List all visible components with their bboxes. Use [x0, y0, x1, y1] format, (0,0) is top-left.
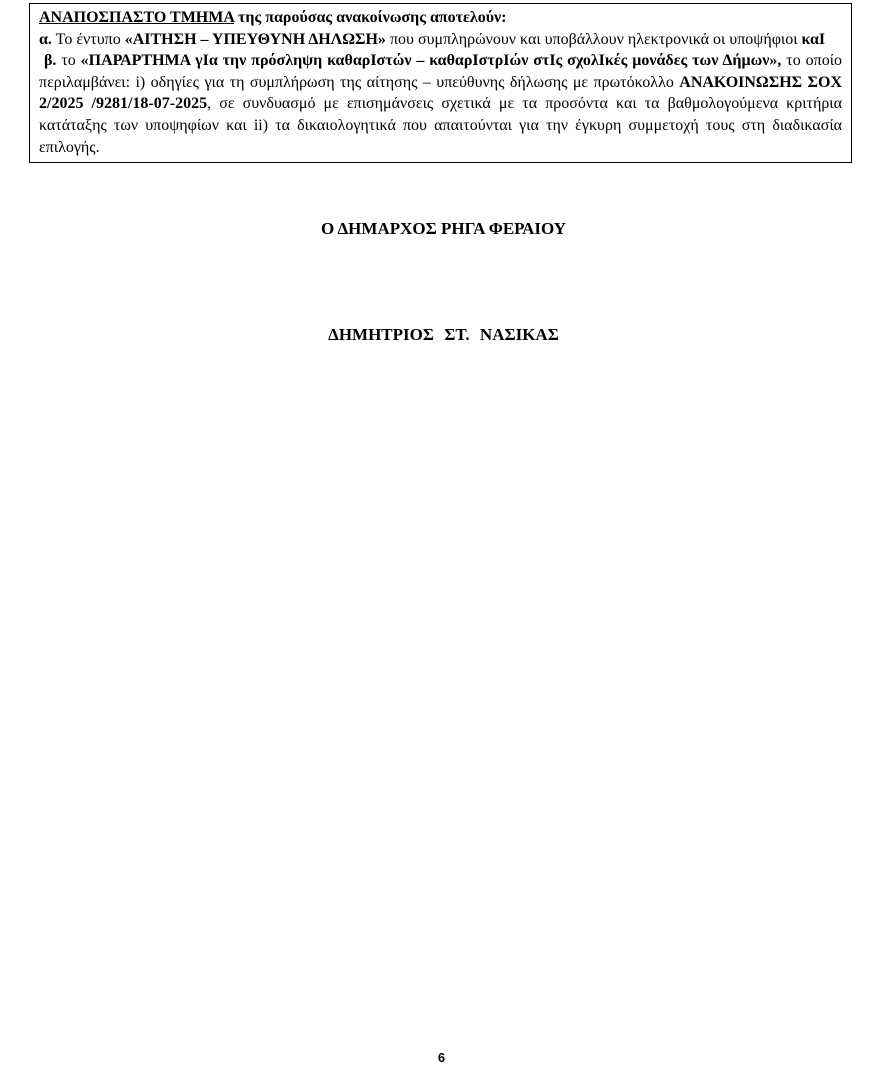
item-a-form-name: «ΑΙΤΗΣΗ – ΥΠΕΥΘΥΝΗ ΔΗΛΩΣΗ»: [124, 30, 386, 48]
item-b-text-2: το οποίο περιλαμβάνει: i) οδηγίες για τη συμπλήρωση της αίτησης – υπεύθυνης δήλωσης με πρωτόκολλο: [39, 52, 842, 91]
item-a-text-2: που συμπληρώνουν και υποβάλλουν ηλεκτρονικά οι υποψήφιοι: [385, 30, 802, 48]
item-a-marker: α.: [39, 30, 52, 48]
attachments-heading-rest: της παρούσας ανακοίνωσης αποτελούν:: [234, 9, 507, 26]
attachment-item-a: [39, 29, 842, 51]
item-b-text-3: , σε συνδυασμό με επισημάνσεις σχετικά με τα προσόντα και τα βαθμολογούμενα κριτήρια κατάταξης των υποψηφίων και ii) τα δικαιολογητικά που απαιτούνται για την έγκυρη συμμετοχή τους στη διαδικασία επιλογής.: [39, 95, 842, 156]
item-a-conjunction: καΙ: [801, 30, 826, 48]
item-a-text-1: Το έντυπο: [51, 30, 125, 48]
signature-name: ΔΗΜΗΤΡΙΟΣ ΣΤ. ΝΑΣΙΚΑΣ: [328, 325, 559, 344]
item-b-protocol-ref: ΑΝΑΚΟΙΝΩΣΗΣ ΣΟΧ 2/2025 /9281/18-07-2025: [39, 73, 842, 113]
item-b-text-1: το: [56, 52, 81, 70]
signature-title: Ο ΔΗΜΑΡΧΟΣ ΡΗΓΑ ΦΕΡΑΙΟΥ: [320, 219, 567, 238]
attachments-notice-box: [29, 3, 852, 163]
attachment-item-b: [39, 50, 842, 158]
detachable-section-label: ΑΝΑΠΟΣΠΑΣΤΟ ΤΜΗΜΑ: [39, 9, 235, 26]
item-b-marker: β.: [44, 52, 57, 70]
item-b-annex-name: «ΠΑΡΑΡΤΗΜΑ γΙα την πρόσληψη καθαρΙστών – καθαρΙστρΙών στΙς σχολΙκές μονάδες των Δήμων»,: [80, 52, 782, 70]
attachments-heading: [39, 7, 842, 29]
page-number: 6: [437, 1050, 446, 1065]
